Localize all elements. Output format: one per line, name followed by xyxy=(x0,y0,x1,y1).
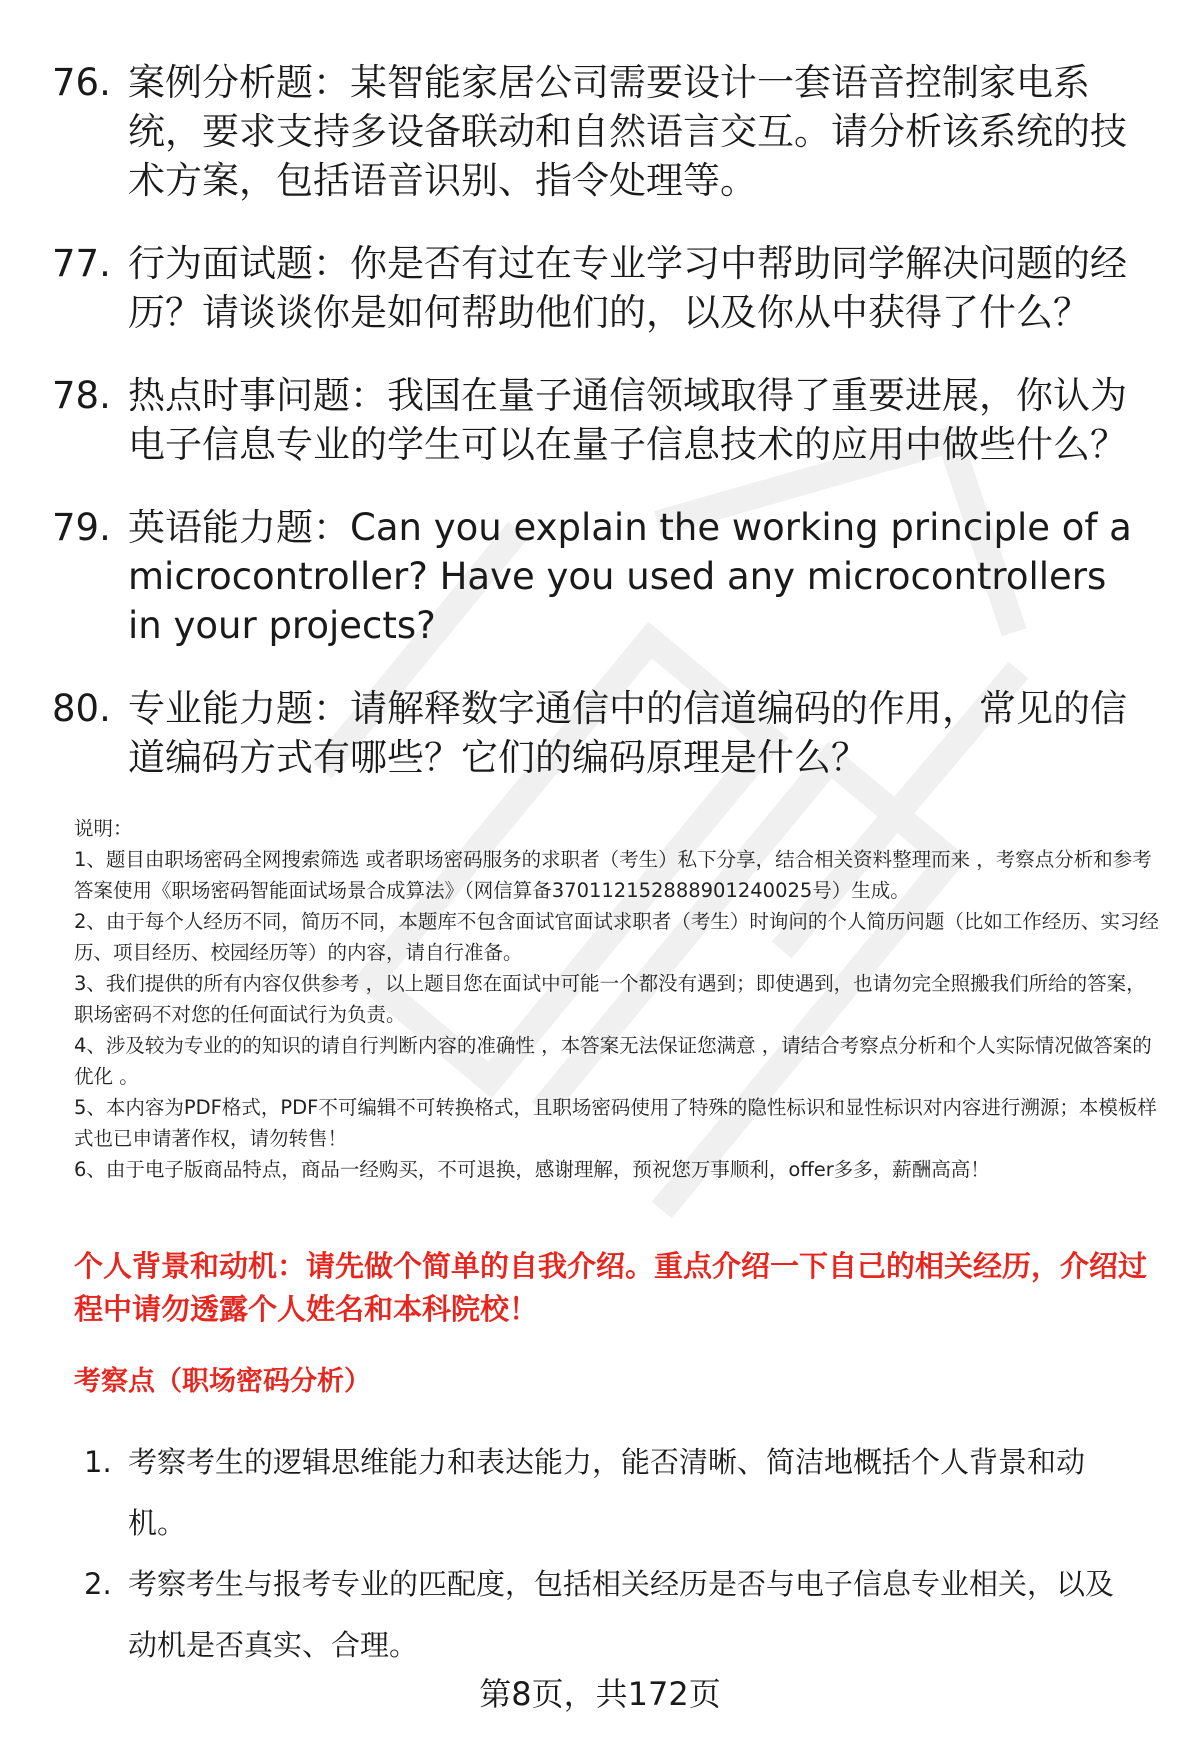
question-item xyxy=(52,371,1152,469)
question-text: 行为面试题：你是否有过在专业学习中帮助同学解决问题的经历？请谈谈你是如何帮助他们的，以及你从中获得了什么？ xyxy=(128,242,1127,334)
note-item: 3、我们提供的所有内容仅供参考 ，以上题目您在面试中可能一个都没有遇到；即使遇到，也请勿完全照搬我们所给的答案，职场密码不对您的任何面试行为负责。 xyxy=(74,972,1146,1026)
point-number: 1. xyxy=(84,1445,112,1479)
analysis-point xyxy=(84,1554,1144,1676)
analysis-point xyxy=(84,1432,1144,1554)
point-number: 2. xyxy=(84,1567,112,1601)
question-item xyxy=(52,58,1152,205)
question-number: 76. xyxy=(52,61,111,104)
question-list xyxy=(52,58,1152,816)
question-number: 80. xyxy=(52,687,111,730)
note-item: 2、由于每个人经历不同，简历不同，本题库不包含面试官面试求职者（考生）时询问的个人简历问题（比如工作经历、实习经历、项目经历、校园经历等）的内容，请自行准备。 xyxy=(74,910,1159,964)
section-heading: 个人背景和动机：请先做个简单的自我介绍。重点介绍一下自己的相关经历，介绍过程中请勿透露个人姓名和本科院校！ xyxy=(74,1249,1148,1326)
point-text: 考察考生与报考专业的匹配度，包括相关经历是否与电子信息专业相关，以及动机是否真实、合理。 xyxy=(128,1567,1115,1662)
question-item xyxy=(52,503,1152,650)
notes-block xyxy=(74,813,1164,1185)
question-number: 79. xyxy=(52,506,111,549)
question-text: 英语能力题：Can you explain the working principle of a microcontroller? Have you used any microcontrollers in your projects? xyxy=(128,506,1132,647)
question-number: 78. xyxy=(52,374,111,417)
question-text: 专业能力题：请解释数字通信中的信道编码的作用，常见的信道编码方式有哪些？它们的编码原理是什么？ xyxy=(128,687,1127,779)
question-number: 77. xyxy=(52,242,111,285)
question-text: 热点时事问题：我国在量子通信领域取得了重要进展，你认为电子信息专业的学生可以在量子信息技术的应用中做些什么？ xyxy=(128,374,1127,466)
note-item: 4、涉及较为专业的的知识的请自行判断内容的准确性 ，本答案无法保证您满意 ，请结合考察点分析和个人实际情况做答案的优化 。 xyxy=(74,1034,1152,1088)
section-subheading: 考察点（职场密码分析） xyxy=(74,1366,371,1397)
question-item xyxy=(52,684,1152,782)
analysis-points xyxy=(84,1432,1144,1676)
notes-title: 说明： xyxy=(74,817,133,840)
question-text: 案例分析题：某智能家居公司需要设计一套语音控制家电系统，要求支持多设备联动和自然语言交互。请分析该系统的技术方案，包括语音识别、指令处理等。 xyxy=(128,61,1127,202)
page-number: 第8页，共172页 xyxy=(479,1675,721,1713)
note-item: 1、题目由职场密码全网搜索筛选 或者职场密码服务的求职者（考生）私下分享，结合相关资料整理而来 ，考察点分析和参考答案使用《职场密码智能面试场景合成算法》（网信算备370112152888901240025号）生成。 xyxy=(74,848,1152,902)
note-item: 6、由于电子版商品特点，商品一经购买，不可退换，感谢理解，预祝您万事顺利，offer多多，薪酬高高！ xyxy=(74,1158,990,1181)
note-item: 5、本内容为PDF格式，PDF不可编辑不可转换格式，且职场密码使用了特殊的隐性标识和显性标识对内容进行溯源；本模板样式也已申请著作权，请勿转售！ xyxy=(74,1096,1157,1150)
point-text: 考察考生的逻辑思维能力和表达能力，能否清晰、简洁地概括个人背景和动机。 xyxy=(128,1445,1086,1540)
question-item xyxy=(52,239,1152,337)
